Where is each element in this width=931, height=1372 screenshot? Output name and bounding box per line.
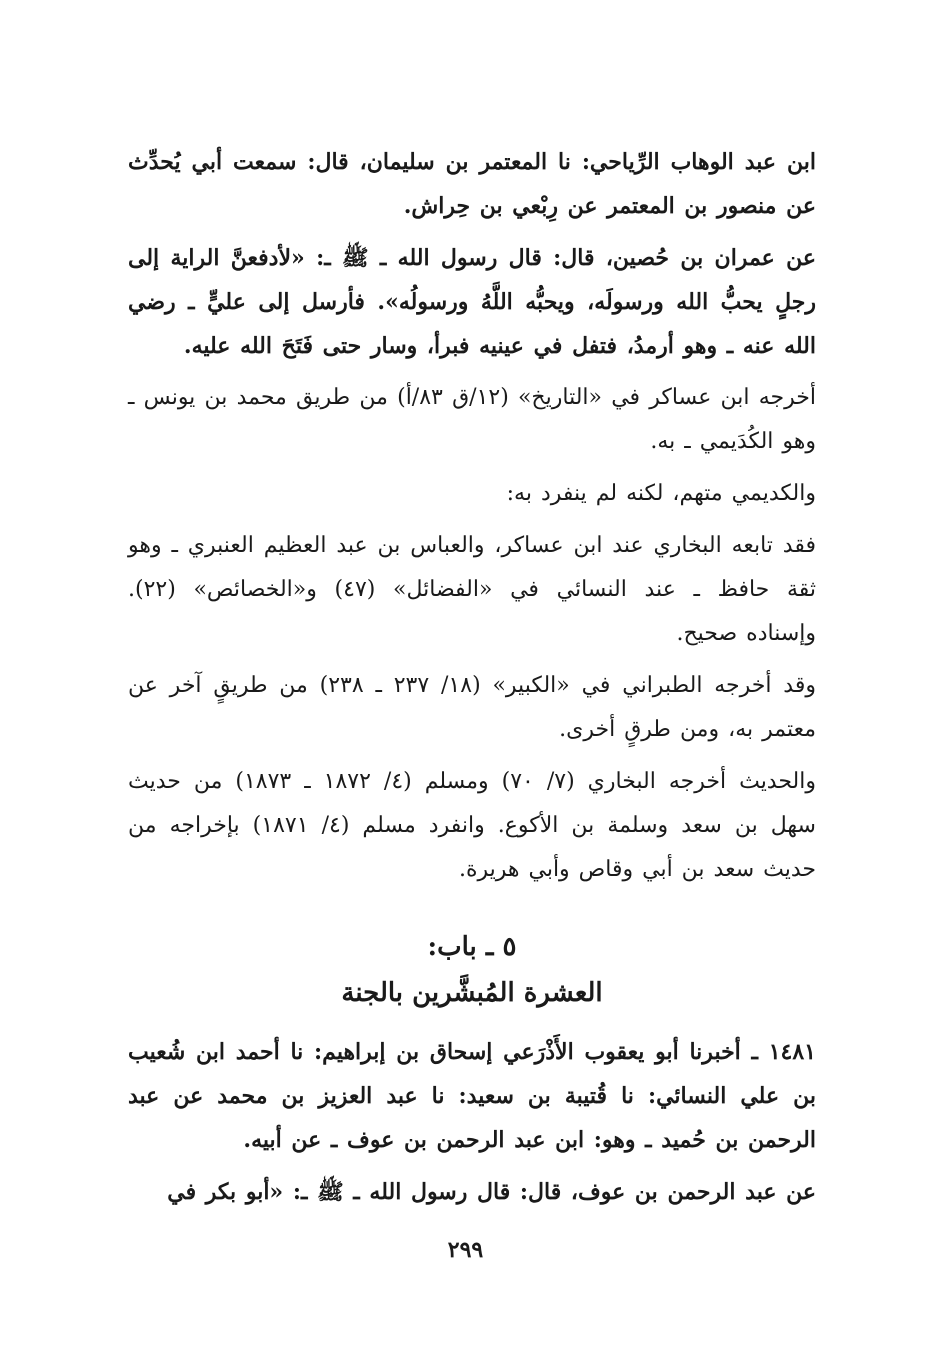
page-body: [128, 140, 816, 1222]
hadith-isnad: ١٤٨١ ـ أخبرنا أبو يعقوب الأَذْرَعي إسحاق بن إبراهيم: نا أحمد ابن شُعيب بن علي النسائي: نا قُتيبة بن سعيد: نا عبد العزيز بن محمد عن عبد الرحمن بن حُميد ـ وهو: ابن عبد الرحمن بن عوف ـ عن أبيه.: [128, 1039, 816, 1153]
chapter-title: العشرة المُبشَّرين بالجنة: [341, 978, 603, 1008]
takhrij-paragraph: فقد تابعه البخاري عند ابن عساكر، والعباس بن عبد العظيم العنبري ـ وهو ثقة حافظ ـ عند النسائي في «الفضائل» (٤٧) و«الخصائص» (٢٢). وإسناده صحيح.: [128, 533, 816, 646]
takhrij-paragraph: وقد أخرجه الطبراني في «الكبير» (١٨/ ٢٣٧ ـ ٢٣٨) من طريقٍ آخر عن معتمر به، ومن طرقٍ أخرى.: [128, 673, 816, 742]
takhrij-paragraph: والكديمي متهم، لكنه لم ينفرد به:: [506, 481, 816, 506]
hadith-text: عن عبد الرحمن بن عوف، قال: قال رسول الله ـ ﷺ ـ: «أبو بكر في: [167, 1179, 816, 1205]
takhrij-paragraph: والحديث أخرجه البخاري (٧/ ٧٠) ومسلم (٤/ ١٨٧٢ ـ ١٨٧٣) من حديث سهل بن سعد وسلمة بن الأكوع. وانفرد مسلم (٤/ ١٨٧١) بإخراجه من حديث سعد بن أبي وقاص وأبي هريرة.: [128, 769, 816, 882]
isnad-continuation: ابن عبد الوهاب الرِّياحي: نا المعتمر بن سليمان، قال: سمعت أبي يُحدِّث عن منصور بن المعتمر عن رِبْعي بن حِراش.: [128, 149, 816, 219]
chapter-number: ٥ ـ باب:: [427, 932, 517, 962]
page-number: ٢٩٩: [447, 1237, 484, 1263]
takhrij-paragraph: أخرجه ابن عساكر في «التاريخ» (١٢/ق ٨٣/أ) من طريق محمد بن يونس ـ وهو الكُدَيمي ـ به.: [128, 385, 816, 454]
hadith-text: عن عمران بن حُصين، قال: قال رسول الله ـ ﷺ ـ: «لأدفعنَّ الراية إلى رجلٍ يحبُّ الله ورسولَه، ويحبُّه اللَّهُ ورسولُه». فأرسل إلى عليٍّ ـ رضي الله عنه ـ وهو أرمدُ، فتفل في عينيه فبرأ، وسار حتى فَتَحَ الله عليه.: [128, 245, 816, 359]
chapter-heading: [128, 924, 816, 1016]
